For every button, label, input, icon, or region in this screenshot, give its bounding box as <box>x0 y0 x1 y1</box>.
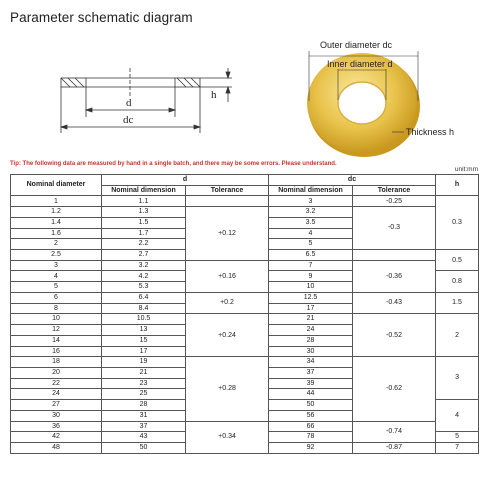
d-nominal-cell: 1.1 <box>102 196 186 207</box>
dc-nominal-cell: 7 <box>269 260 353 271</box>
header-h: h <box>436 175 479 196</box>
dc-tolerance-cell: -0.74 <box>353 421 436 442</box>
table-body <box>11 196 479 453</box>
nominal-diameter-cell: 2 <box>11 239 102 250</box>
d-nominal-cell: 10.5 <box>102 314 186 325</box>
dc-nominal-cell: 50 <box>269 400 353 411</box>
dc-nominal-cell: 10 <box>269 282 353 293</box>
h-cell: 7 <box>436 442 479 453</box>
dc-tolerance-cell: -0.43 <box>353 292 436 313</box>
table-row <box>11 196 479 207</box>
header-d-tolerance: Tolerance <box>186 185 269 196</box>
table-row <box>11 260 479 271</box>
table-row <box>11 314 479 325</box>
table-row <box>11 292 479 303</box>
dc-nominal-cell: 92 <box>269 442 353 453</box>
dc-nominal-cell: 34 <box>269 357 353 368</box>
dc-nominal-cell: 28 <box>269 335 353 346</box>
dc-nominal-cell: 9 <box>269 271 353 282</box>
nominal-diameter-cell: 5 <box>11 282 102 293</box>
d-tolerance-cell: +0.16 <box>186 260 269 292</box>
dc-nominal-cell: 3.2 <box>269 207 353 218</box>
d-nominal-cell: 15 <box>102 335 186 346</box>
nominal-diameter-cell: 10 <box>11 314 102 325</box>
dc-nominal-cell: 78 <box>269 432 353 443</box>
d-nominal-cell: 1.7 <box>102 228 186 239</box>
dc-nominal-cell: 56 <box>269 410 353 421</box>
header-d: d <box>102 175 269 186</box>
dc-nominal-cell: 37 <box>269 367 353 378</box>
washer-cross-section <box>61 68 232 133</box>
d-tolerance-cell: +0.28 <box>186 357 269 421</box>
dc-tolerance-cell: -0.62 <box>353 357 436 421</box>
nominal-diameter-cell: 30 <box>11 410 102 421</box>
h-cell: 0.5 <box>436 250 479 271</box>
header-dc-tolerance: Tolerance <box>353 185 436 196</box>
h-cell: 3 <box>436 357 479 400</box>
nominal-diameter-cell: 1.6 <box>11 228 102 239</box>
nominal-diameter-cell: 20 <box>11 367 102 378</box>
h-cell: 0.3 <box>436 196 479 250</box>
d-nominal-cell: 3.2 <box>102 260 186 271</box>
dc-nominal-cell: 44 <box>269 389 353 400</box>
h-cell: 2 <box>436 314 479 357</box>
tip-note: Tip: The following data are measured by hand in a single batch, and there may be some errors. Please understand. <box>10 161 337 167</box>
nominal-diameter-cell: 18 <box>11 357 102 368</box>
nominal-diameter-cell: 42 <box>11 432 102 443</box>
d-tolerance-cell: +0.2 <box>186 292 269 313</box>
dc-nominal-cell: 21 <box>269 314 353 325</box>
outer-diameter-label: Outer diameter dc <box>320 40 393 50</box>
table-row <box>11 207 479 218</box>
d-nominal-cell: 43 <box>102 432 186 443</box>
dc-nominal-cell: 3 <box>269 196 353 207</box>
d-nominal-cell: 19 <box>102 357 186 368</box>
dc-nominal-cell: 5 <box>269 239 353 250</box>
table-row <box>11 421 479 432</box>
d-nominal-cell: 28 <box>102 400 186 411</box>
unit-label: unit:mm <box>454 166 478 173</box>
nominal-diameter-cell: 1.2 <box>11 207 102 218</box>
d-nominal-cell: 17 <box>102 346 186 357</box>
nominal-diameter-cell: 3 <box>11 260 102 271</box>
nominal-diameter-cell: 22 <box>11 378 102 389</box>
inner-diameter-label: Inner diameter d <box>327 59 393 69</box>
d-nominal-cell: 2.7 <box>102 250 186 261</box>
h-cell: 0.8 <box>436 271 479 292</box>
dc-tolerance-cell: -0.25 <box>353 196 436 207</box>
d-nominal-cell: 2.2 <box>102 239 186 250</box>
d-nominal-cell: 23 <box>102 378 186 389</box>
d-tolerance-cell: +0.34 <box>186 421 269 453</box>
d-nominal-cell: 50 <box>102 442 186 453</box>
nominal-diameter-cell: 1 <box>11 196 102 207</box>
nominal-diameter-cell: 14 <box>11 335 102 346</box>
d-tolerance-cell: +0.12 <box>186 207 269 261</box>
h-cell: 5 <box>436 432 479 443</box>
parameter-table <box>10 174 479 454</box>
dc-nominal-cell: 24 <box>269 325 353 336</box>
nominal-diameter-cell: 24 <box>11 389 102 400</box>
d-nominal-cell: 8.4 <box>102 303 186 314</box>
dc-nominal-cell: 6.5 <box>269 250 353 261</box>
nominal-diameter-cell: 8 <box>11 303 102 314</box>
dc-tolerance-cell <box>353 250 436 261</box>
nominal-diameter-cell: 2.5 <box>11 250 102 261</box>
dc-tolerance-cell: -0.87 <box>353 442 436 453</box>
header-dc: dc <box>269 175 436 186</box>
nominal-diameter-cell: 12 <box>11 325 102 336</box>
d-nominal-cell: 6.4 <box>102 292 186 303</box>
d-label: d <box>126 97 132 109</box>
h-cell: 1.5 <box>436 292 479 313</box>
nominal-diameter-cell: 4 <box>11 271 102 282</box>
page-title: Parameter schematic diagram <box>10 10 193 25</box>
nominal-diameter-cell: 27 <box>11 400 102 411</box>
dc-nominal-cell: 30 <box>269 346 353 357</box>
nominal-diameter-cell: 36 <box>11 421 102 432</box>
d-tolerance-cell: +0.24 <box>186 314 269 357</box>
nominal-diameter-cell: 1.4 <box>11 217 102 228</box>
nominal-diameter-cell: 6 <box>11 292 102 303</box>
dc-tolerance-cell: -0.52 <box>353 314 436 357</box>
d-nominal-cell: 25 <box>102 389 186 400</box>
h-label: h <box>211 89 217 101</box>
h-cell: 4 <box>436 400 479 432</box>
d-nominal-cell: 37 <box>102 421 186 432</box>
dc-nominal-cell: 4 <box>269 228 353 239</box>
header-d-nominal-dimension: Nominal dimension <box>102 185 186 196</box>
d-nominal-cell: 13 <box>102 325 186 336</box>
dc-nominal-cell: 66 <box>269 421 353 432</box>
table-row <box>11 357 479 368</box>
dc-nominal-cell: 39 <box>269 378 353 389</box>
dc-tolerance-cell: -0.36 <box>353 260 436 292</box>
header-nominal-diameter: Nominal diameter <box>11 175 102 196</box>
d-nominal-cell: 1.5 <box>102 217 186 228</box>
d-nominal-cell: 31 <box>102 410 186 421</box>
d-nominal-cell: 5.3 <box>102 282 186 293</box>
dc-nominal-cell: 3.5 <box>269 217 353 228</box>
d-tolerance-cell <box>186 196 269 207</box>
dc-nominal-cell: 17 <box>269 303 353 314</box>
thickness-label: Thickness h <box>406 127 455 137</box>
d-nominal-cell: 1.3 <box>102 207 186 218</box>
dc-label: dc <box>123 114 134 126</box>
d-nominal-cell: 4.2 <box>102 271 186 282</box>
header-dc-nominal-dimension: Nominal dimension <box>269 185 353 196</box>
nominal-diameter-cell: 16 <box>11 346 102 357</box>
dc-nominal-cell: 12.5 <box>269 292 353 303</box>
d-nominal-cell: 21 <box>102 367 186 378</box>
dc-tolerance-cell: -0.3 <box>353 207 436 250</box>
nominal-diameter-cell: 48 <box>11 442 102 453</box>
